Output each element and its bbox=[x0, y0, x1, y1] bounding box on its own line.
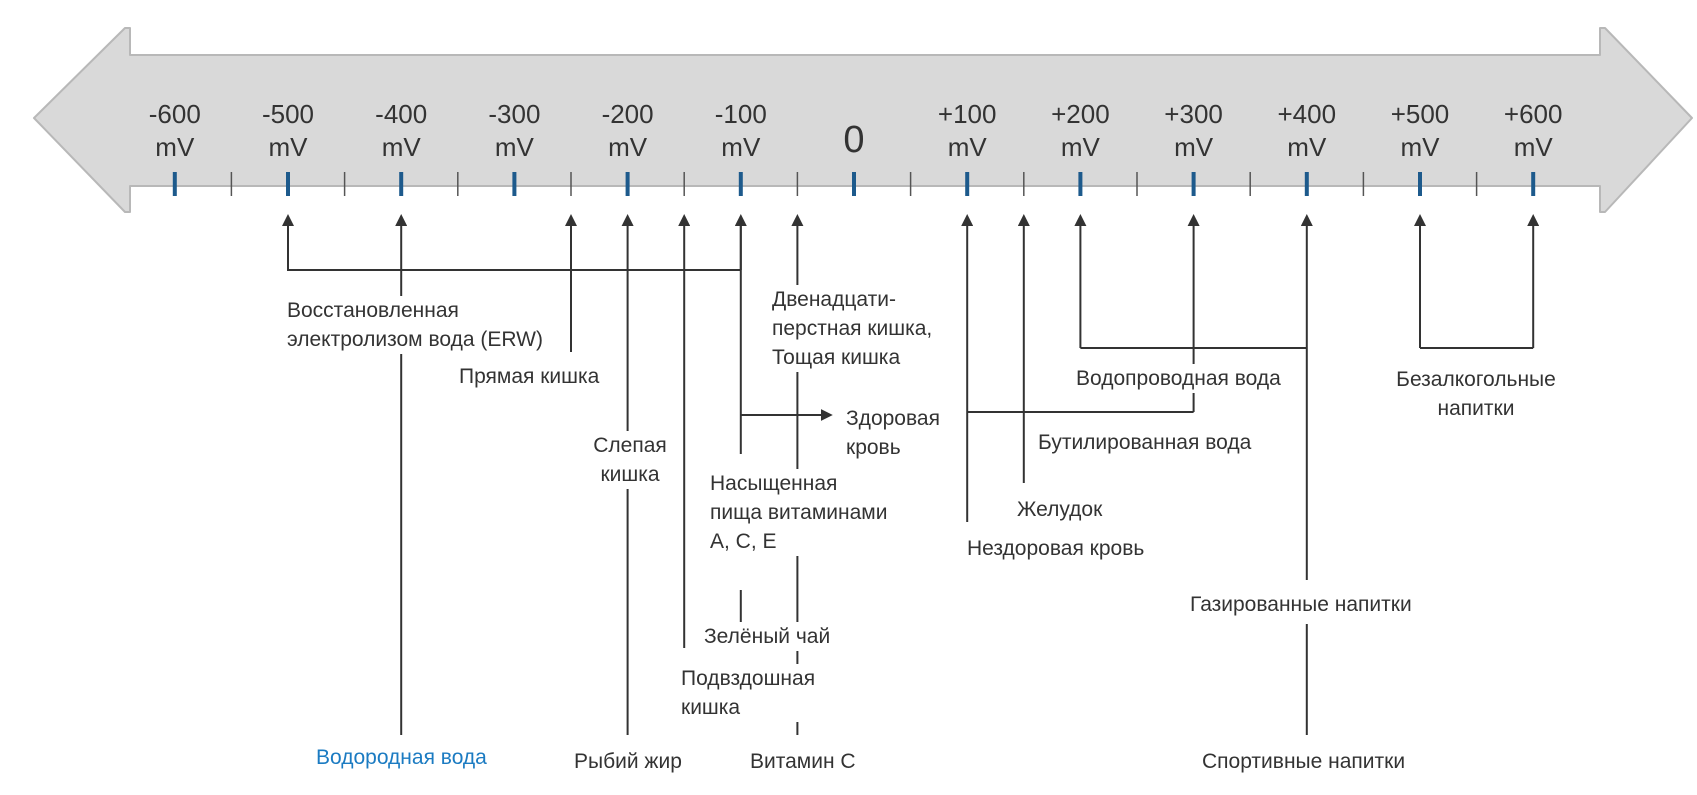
connector-erw-minus500 bbox=[288, 220, 741, 270]
tick-label-unit: mV bbox=[268, 132, 308, 162]
tick-label-value: -500 bbox=[261, 99, 315, 129]
label-erw: Восстановленная электролизом вода (ERW) bbox=[287, 296, 543, 354]
tick-label-unit: mV bbox=[608, 132, 648, 162]
tick-label-value: +200 bbox=[1051, 99, 1110, 129]
tick-label-unit: mV bbox=[1287, 132, 1327, 162]
label-soda: Газированные напитки bbox=[1190, 590, 1412, 619]
label-healthy-blood: Здоровая кровь bbox=[846, 404, 940, 462]
tick-label-unit: mV bbox=[381, 132, 421, 162]
tick-label-value: +100 bbox=[937, 99, 997, 129]
label-ileum: Подвздошная кишка bbox=[681, 664, 815, 722]
tick-label-value: -100 bbox=[714, 99, 767, 129]
tick-label-unit: mV bbox=[1174, 132, 1214, 162]
tick-label-unit: mV bbox=[721, 132, 761, 162]
tick-label-value: +300 bbox=[1164, 99, 1223, 129]
tick-label-value: -600 bbox=[148, 99, 201, 129]
label-rectum: Прямая кишка bbox=[459, 362, 599, 391]
label-hydrogen-water: Водородная вода bbox=[316, 743, 487, 772]
label-tap-water: Водопроводная вода bbox=[1076, 364, 1281, 393]
tick-label-unit: mV bbox=[1060, 132, 1100, 162]
tick-label-unit: mV bbox=[494, 132, 534, 162]
label-green-tea: Зелёный чай bbox=[704, 622, 830, 651]
tick-label-value: +600 bbox=[1503, 99, 1563, 129]
tick-label-value: +400 bbox=[1277, 99, 1337, 129]
label-sports-drinks: Спортивные напитки bbox=[1202, 747, 1405, 776]
label-fish-oil: Рыбий жир bbox=[574, 747, 682, 776]
tick-label-unit: mV bbox=[1513, 132, 1553, 162]
tick-label-value: -200 bbox=[601, 99, 654, 129]
tick-label-value: +500 bbox=[1390, 99, 1450, 129]
tick-label-unit: mV bbox=[1400, 132, 1440, 162]
label-bottled-water: Бутилированная вода bbox=[1038, 428, 1251, 457]
label-unhealthy-blood: Нездоровая кровь bbox=[967, 534, 1144, 563]
label-soft-drinks: Безалкогольные напитки bbox=[1376, 365, 1576, 423]
tick-label-zero: 0 bbox=[843, 119, 865, 161]
label-duodenum: Двенадцати- перстная кишка, Тощая кишка bbox=[772, 285, 932, 372]
label-vitamin-c: Витамин C bbox=[750, 747, 856, 776]
tick-label-unit: mV bbox=[155, 132, 195, 162]
tick-label-unit: mV bbox=[947, 132, 987, 162]
tick-label-value: -300 bbox=[488, 99, 541, 129]
tick-label-value: -400 bbox=[375, 99, 428, 129]
label-cecum: Слепая кишка bbox=[590, 431, 670, 489]
label-stomach: Желудок bbox=[1017, 495, 1102, 524]
label-vitamin-food: Насыщенная пища витаминами A, C, E bbox=[710, 469, 887, 556]
